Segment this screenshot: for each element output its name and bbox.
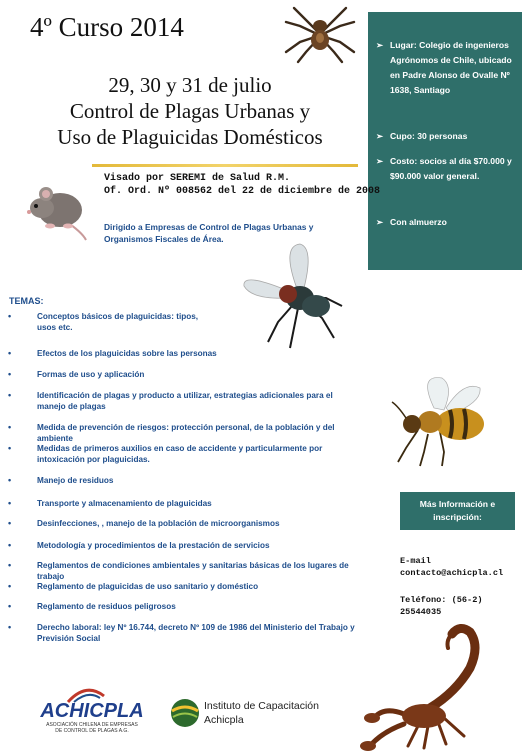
- course-subtitle-line2: Uso de Plaguicidas Domésticos: [57, 125, 323, 149]
- bullet-arrow-icon: ➢: [376, 131, 384, 141]
- bullet-icon: •: [8, 498, 12, 508]
- instituto-subname: Achicpla: [204, 714, 244, 726]
- bullet-icon: •: [8, 622, 12, 632]
- target-audience: Dirigido a Empresas de Control de Plagas Urbanas y Organismos Fiscales de Área.: [104, 222, 314, 244]
- instituto-logo: [170, 696, 340, 736]
- course-dates: 29, 30 y 31 de julio: [108, 73, 272, 97]
- topics-heading: TEMAS:: [9, 296, 44, 306]
- bullet-icon: •: [8, 422, 12, 432]
- bullet-icon: •: [8, 475, 12, 485]
- bullet-icon: •: [8, 560, 12, 570]
- instituto-name: Instituto de Capacitación: [204, 700, 319, 712]
- bullet-icon: •: [8, 601, 12, 611]
- achicpla-tagline: ASOCIACIÓN CHILENA DE EMPRESAS DE CONTROL DE PLAGAS A.G.: [46, 722, 138, 734]
- approval-note: Visado por SEREMI de Salud R.M. Of. Ord. Nº 008562 del 22 de diciembre de 2008: [104, 173, 381, 197]
- bullet-arrow-icon: ➢: [376, 217, 384, 227]
- bullet-icon: •: [8, 390, 12, 400]
- spider-icon: [282, 4, 358, 64]
- bullet-icon: •: [8, 311, 12, 321]
- achicpla-logo: [22, 686, 162, 736]
- bullet-icon: •: [8, 348, 12, 358]
- bullet-arrow-icon: ➢: [376, 156, 384, 166]
- course-subtitle-line1: Control de Plagas Urbanas y: [69, 99, 311, 123]
- event-details-panel: ➢ Lugar: Colegio de ingenieros Agrónomos de Chile, ubicado en Padre Alonso de Ovalle Nº 1638, Santiago ➢ Cupo: 30 personas ➢ Costo: socios al día $70.000 y $90.000 valor general. ➢ Con almuerzo: [368, 12, 522, 270]
- bullet-icon: •: [8, 369, 12, 379]
- fly-icon: [238, 242, 348, 350]
- email-link[interactable]: contacto@achicpla.cl: [400, 568, 504, 578]
- bullet-icon: •: [8, 518, 12, 528]
- email-label: E-mail: [400, 556, 431, 566]
- globe-icon: [170, 698, 200, 728]
- phone-number: 25544035: [400, 607, 442, 617]
- scorpion-icon: [360, 622, 510, 752]
- bee-icon: [384, 372, 496, 468]
- gold-divider: [92, 164, 358, 167]
- achicpla-name: ACHICPLA: [40, 700, 144, 722]
- mouse-icon: [24, 176, 90, 242]
- more-info-box: Más Información e inscripción:: [400, 492, 515, 530]
- phone-label: Teléfono: (56-2): [400, 595, 483, 605]
- bullet-icon: •: [8, 581, 12, 591]
- bullet-icon: •: [8, 540, 12, 550]
- bullet-icon: •: [8, 443, 12, 453]
- bullet-arrow-icon: ➢: [376, 40, 384, 50]
- course-title: 4º Curso 2014: [30, 12, 184, 42]
